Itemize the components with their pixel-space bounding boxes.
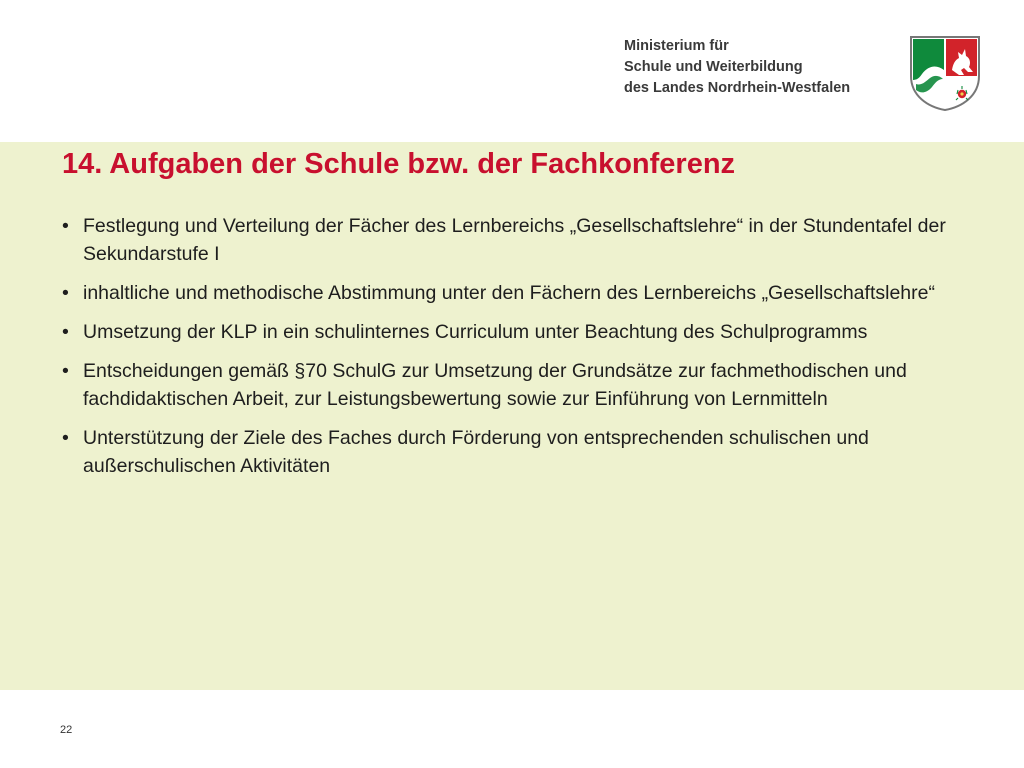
bullet-text: Festlegung und Verteilung der Fächer des Lernbereichs „Gesellschaftslehre“ in der Stundentafel der Sekundarstufe I (83, 215, 946, 265)
bullet-item (62, 212, 962, 268)
nrw-coat-of-arms-icon (908, 34, 982, 112)
bullet-text: Entscheidungen gemäß §70 SchulG zur Umsetzung der Grundsätze zur fachmethodischen und fachdidaktischen Arbeit, zur Leistungsbewertung sowie zur Einführung von Lernmitteln (83, 360, 907, 410)
bullet-list (62, 212, 962, 491)
page-number: 22 (60, 724, 73, 736)
ministry-line: Schule und Weiterbildung (624, 59, 803, 75)
bullet-symbol: • (62, 215, 69, 237)
bullet-symbol: • (62, 282, 69, 304)
bullet-item (62, 357, 962, 413)
bullet-item (62, 424, 962, 480)
bullet-item (62, 318, 962, 346)
bullet-text: Unterstützung der Ziele des Faches durch Förderung von entsprechenden schulischen und außerschulischen Aktivitäten (83, 427, 869, 477)
ministry-line: des Landes Nordrhein-Westfalen (624, 80, 851, 96)
footer (0, 690, 1024, 768)
slide-title: 14. Aufgaben der Schule bzw. der Fachkonferenz (62, 148, 736, 180)
ministry-line: Ministerium für (624, 38, 729, 54)
bullet-item (62, 279, 962, 307)
bullet-symbol: • (62, 321, 69, 343)
header (0, 0, 1024, 142)
bullet-symbol: • (62, 360, 69, 382)
bullet-text: inhaltliche und methodische Abstimmung unter den Fächern des Lernbereichs „Gesellschaftslehre“ (83, 282, 935, 304)
ministry-name (624, 36, 894, 99)
bullet-text: Umsetzung der KLP in ein schulinternes Curriculum unter Beachtung des Schulprogramms (83, 321, 868, 343)
bullet-symbol: • (62, 427, 69, 449)
